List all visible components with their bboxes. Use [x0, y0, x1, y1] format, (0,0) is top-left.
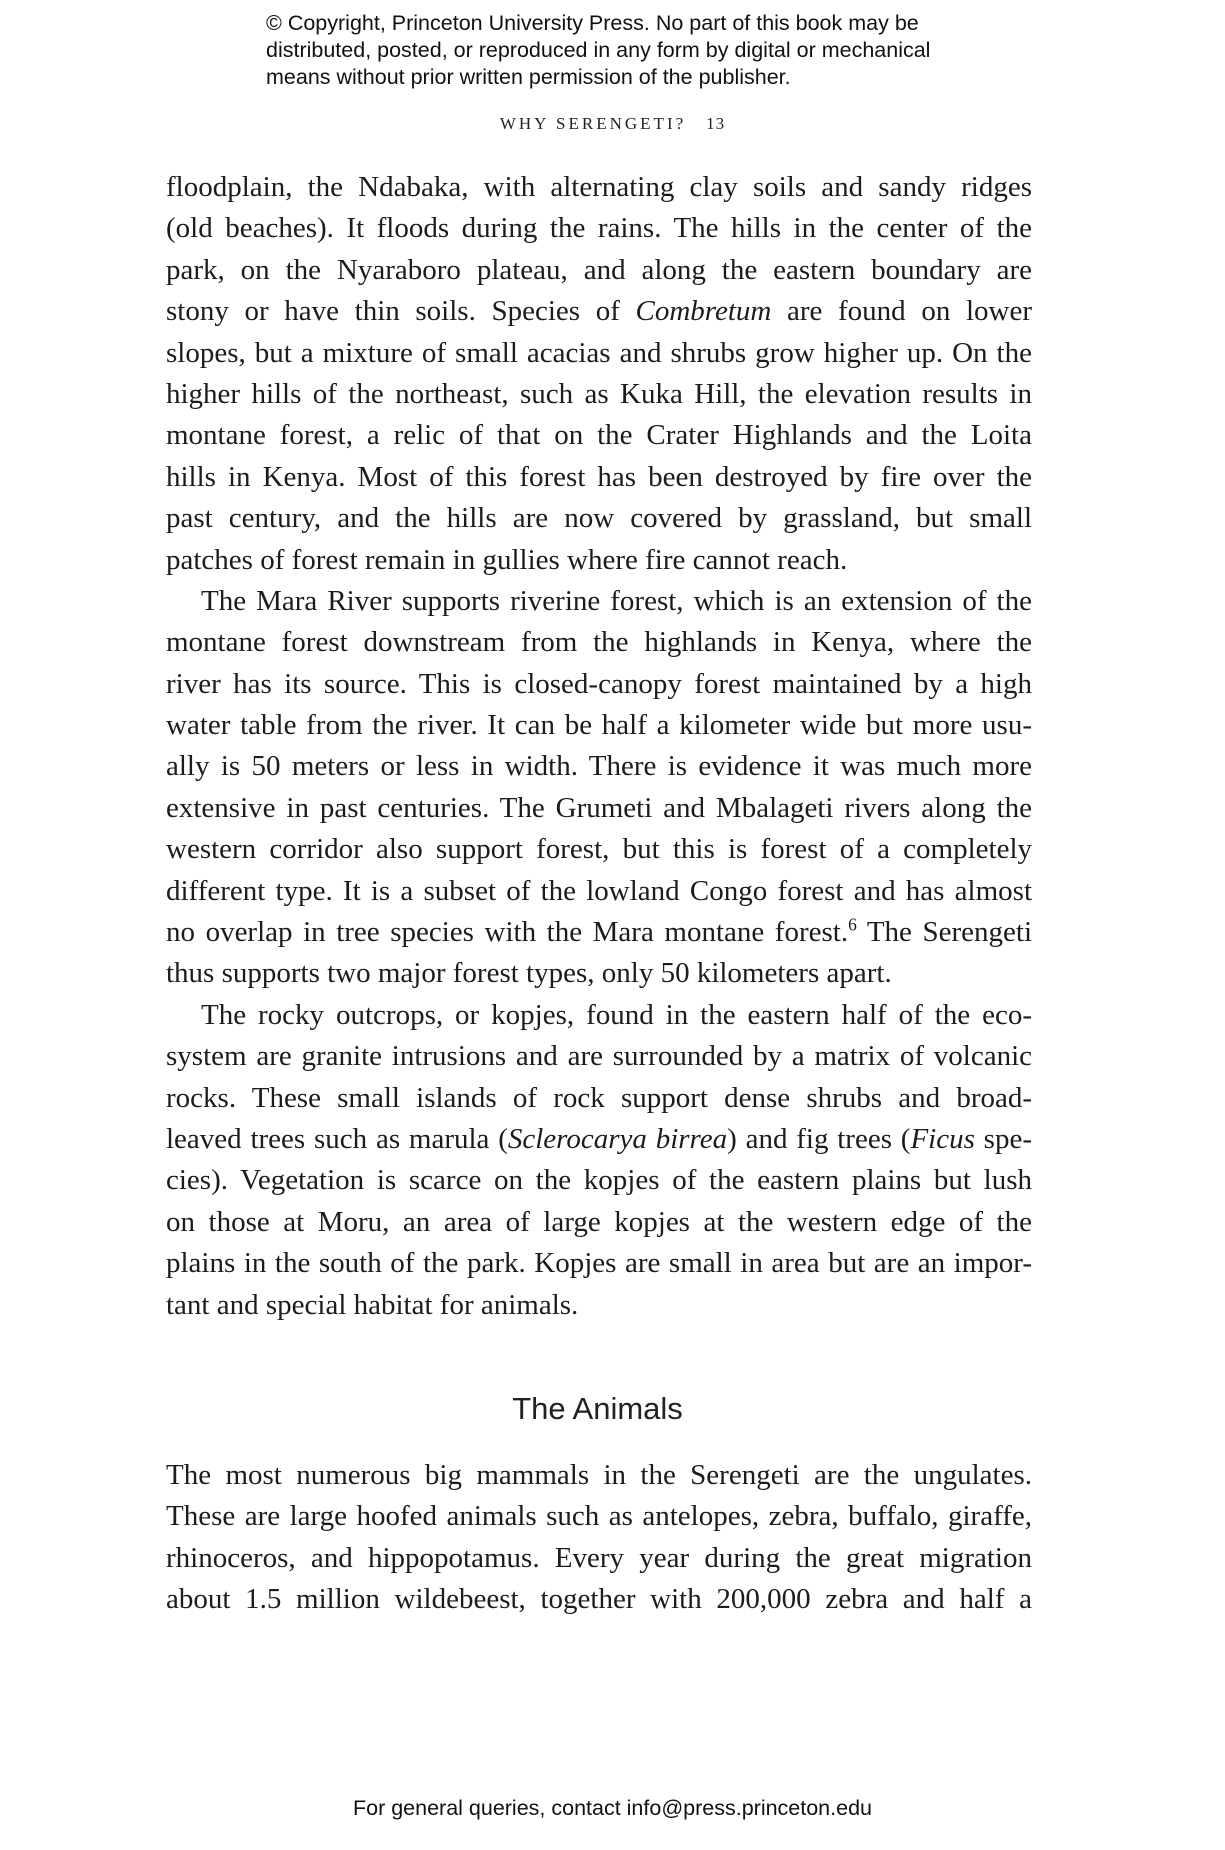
running-head	[0, 114, 1225, 134]
text-line: past century, and the hills are now covered by grassland, but small	[166, 502, 1032, 535]
text-line: patches of forest remain in gullies where fire cannot reach.	[166, 543, 848, 576]
text-line: hills in Kenya. Most of this forest has been destroyed by fire over the	[166, 460, 1032, 493]
text-line: montane forest, a relic of that on the Crater Highlands and the Loita	[166, 419, 1032, 452]
text-run: leaved trees such as marula (	[166, 1122, 508, 1155]
text-line	[166, 1119, 1032, 1160]
text-run: stony or have thin soils. Species of	[166, 295, 636, 328]
text-line: The Mara River supports riverine forest, which is an extension of the	[201, 584, 1032, 617]
text-line: about 1.5 million wildebeest, together with 200,000 zebra and half a	[166, 1583, 1032, 1616]
text-line: rocks. These small islands of rock support dense shrubs and broad-	[166, 1081, 1032, 1114]
text-line: montane forest downstream from the highlands in Kenya, where the	[166, 626, 1032, 659]
text-line: cies). Vegetation is scarce on the kopjes of the eastern plains but lush	[166, 1164, 1032, 1197]
text-line: plains in the south of the park. Kopjes are small in area but are an impor-	[166, 1247, 1032, 1280]
text-line: system are granite intrusions and are surrounded by a matrix of volcanic	[166, 1040, 1032, 1073]
text-line: (old beaches). It floods during the rains. The hills in the center of the	[166, 212, 1032, 245]
page-number: 13	[706, 114, 726, 133]
copyright-notice	[266, 10, 986, 91]
text-line: slopes, but a mixture of small acacias and shrubs grow higher up. On the	[166, 336, 1032, 369]
text-line: higher hills of the northeast, such as Kuka Hill, the elevation results in	[166, 377, 1032, 410]
text-line: ally is 50 meters or less in width. There is evidence it was much more	[166, 750, 1032, 783]
section-heading: The Animals	[512, 1391, 683, 1426]
text-line: floodplain, the Ndabaka, with alternating clay soils and sandy ridges	[166, 171, 1032, 203]
copyright-line: distributed, posted, or reproduced in any form by digital or mechanical	[266, 38, 931, 62]
text-line: water table from the river. It can be half a kilometer wide but more usu-	[166, 709, 1032, 742]
text-run: The Serengeti	[856, 916, 1032, 949]
text-run: ) and fig trees (	[727, 1122, 911, 1155]
section-body-text	[166, 1455, 1032, 1621]
footer-contact: For general queries, contact info@press.princeton.edu	[352, 1796, 872, 1820]
copyright-line: © Copyright, Princeton University Press. No part of this book may be	[266, 11, 919, 35]
text-run: no overlap in tree species with the Mara montane forest.	[166, 916, 849, 949]
text-line: thus supports two major forest types, only 50 kilometers apart.	[166, 957, 892, 990]
text-line	[166, 291, 1032, 332]
footnote-reference[interactable]: 6	[848, 914, 857, 935]
text-line: These are large hoofed animals such as antelopes, zebra, buffalo, giraffe,	[166, 1500, 1032, 1533]
body-text	[166, 167, 1032, 1326]
running-head-title: WHY SERENGETI?	[499, 114, 687, 133]
text-line: rhinoceros, and hippopotamus. Every year during the great migration	[166, 1541, 1032, 1574]
text-line: The most numerous big mammals in the Serengeti are the ungulates.	[166, 1459, 1032, 1491]
text-line: extensive in past centuries. The Grumeti and Mbalageti rivers along the	[166, 791, 1032, 824]
species-name: Ficus	[910, 1122, 975, 1155]
species-name: Sclerocarya birrea	[507, 1122, 728, 1155]
text-line	[166, 912, 1032, 953]
text-run: spe-	[974, 1122, 1032, 1155]
text-line: park, on the Nyaraboro plateau, and along the eastern boundary are	[166, 253, 1032, 286]
text-line: The rocky outcrops, or kopjes, found in the eastern half of the eco-	[201, 998, 1032, 1031]
text-line: on those at Moru, an area of large kopjes at the western edge of the	[166, 1205, 1032, 1238]
text-run: are found on lower	[771, 295, 1032, 328]
text-line: different type. It is a subset of the lowland Congo forest and has almost	[166, 874, 1032, 907]
copyright-line: means without prior written permission of the publisher.	[266, 65, 791, 89]
text-line: western corridor also support forest, but this is forest of a completely	[166, 833, 1032, 866]
text-line: river has its source. This is closed-canopy forest maintained by a high	[166, 667, 1032, 700]
text-line: tant and special habitat for animals.	[166, 1288, 579, 1321]
species-name: Combretum	[635, 295, 772, 328]
